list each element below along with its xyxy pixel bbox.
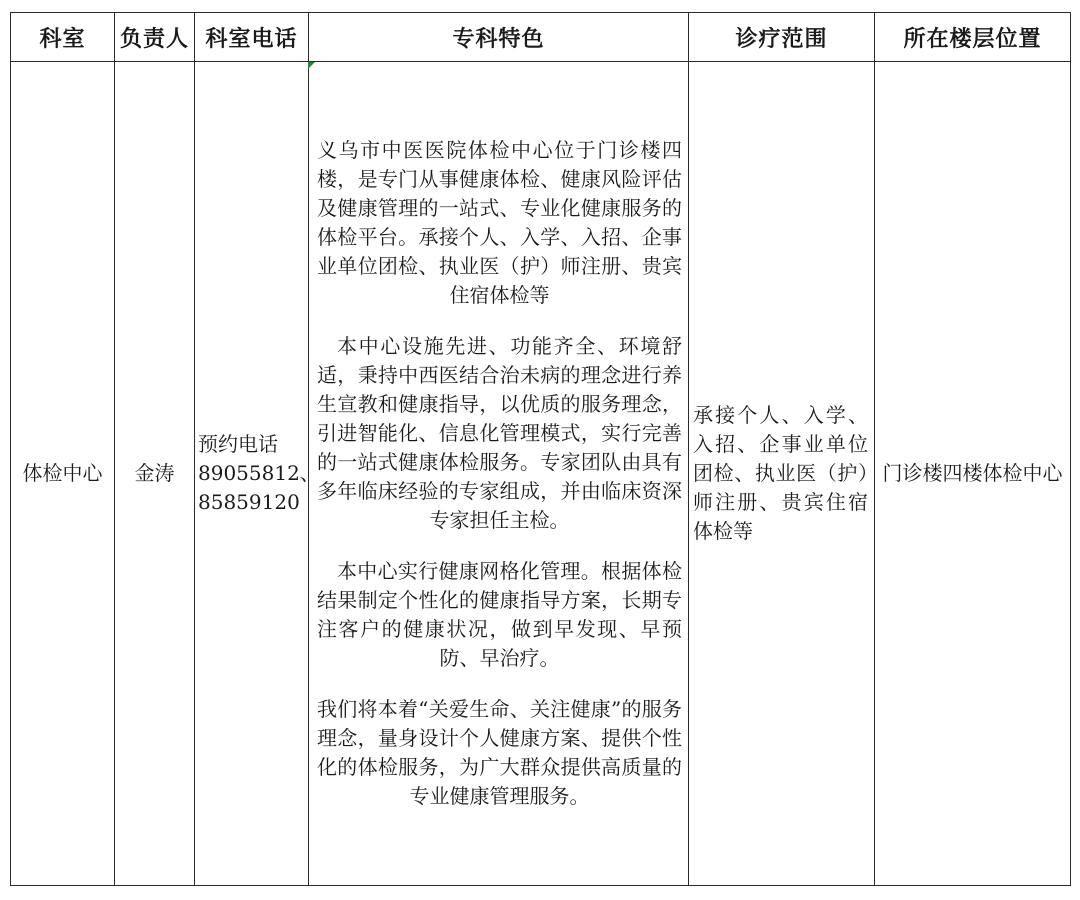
header-features: 专科特色: [309, 13, 689, 62]
header-head: 负责人: [115, 13, 195, 62]
phone-number-1: 89055812、: [198, 461, 320, 485]
header-row: [11, 13, 1071, 62]
header-phone: 科室电话: [195, 13, 309, 62]
phone-label: 预约电话: [198, 432, 278, 456]
cell-scope: 承接个人、入学、入招、企事业单位团检、执业医（护）师注册、贵宾住宿体检等: [689, 62, 875, 886]
header-department: 科室: [11, 13, 115, 62]
cell-features: [309, 62, 689, 886]
cell-head: 金涛: [115, 62, 195, 886]
feature-paragraph-2: 本中心设施先进、功能齐全、环境舒适，秉持中西医结合治未病的理念进行养生宣教和健康指导，以优质的服务理念，引进智能化、信息化管理模式，实行完善的一站式健康体检服务。专家团队由具有多年临床经验的专家组成，并由临床资深专家担任主检。: [317, 334, 682, 532]
header-floor: 所在楼层位置: [875, 13, 1071, 62]
feature-paragraph-1: 义乌市中医医院体检中心位于门诊楼四楼，是专门从事健康体检、健康风险评估及健康管理的一站式、专业化健康服务的体检平台。承接个人、入学、入招、企事业单位团检、执业医（护）师注册、贵宾住宿体检等: [317, 138, 682, 307]
cell-floor: 门诊楼四楼体检中心: [875, 62, 1071, 886]
cell-department: 体检中心: [11, 62, 115, 886]
department-table: [10, 12, 1071, 886]
table-row: [11, 62, 1071, 886]
phone-number-2: 85859120: [198, 490, 300, 514]
department-table-sheet: [10, 12, 1070, 886]
feature-paragraph-4: 我们将本着“关爱生命、关注健康”的服务理念，量身设计个人健康方案、提供个性化的体检服务，为广大群众提供高质量的专业健康管理服务。: [317, 697, 682, 808]
header-scope: 诊疗范围: [689, 13, 875, 62]
cell-corner-marker: [308, 62, 315, 69]
feature-paragraph-3: 本中心实行健康网格化管理。根据体检结果制定个性化的健康指导方案，长期专注客户的健康状况，做到早发现、早预防、早治疗。: [317, 559, 682, 670]
cell-phone: [195, 62, 320, 886]
